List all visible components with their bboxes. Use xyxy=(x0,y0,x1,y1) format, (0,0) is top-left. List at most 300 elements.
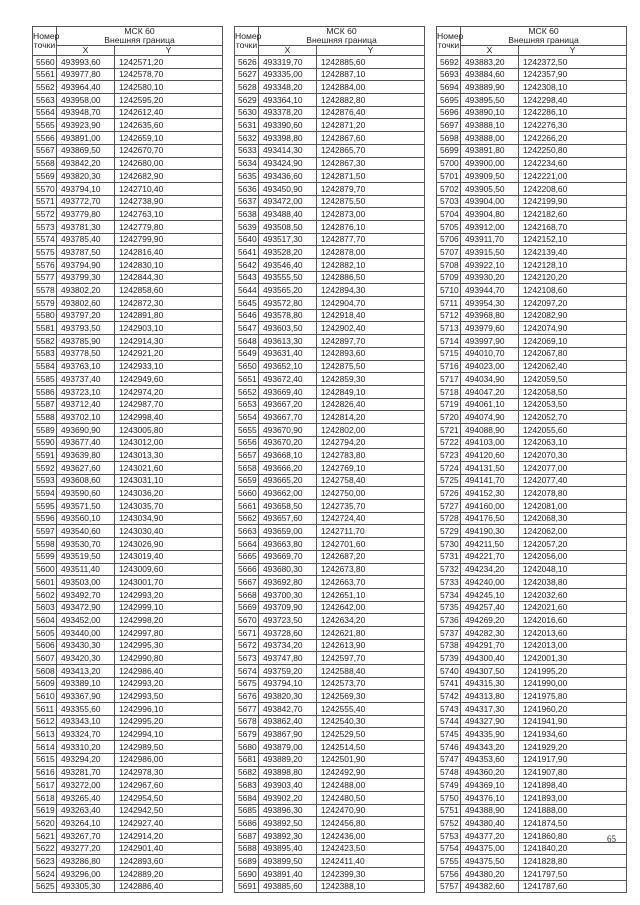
table-row xyxy=(235,144,425,157)
column-header-x: X xyxy=(461,46,519,56)
y-coordinate-cell: 1242663,70 xyxy=(317,576,425,589)
point-number-cell: 5568 xyxy=(33,157,57,170)
y-coordinate-cell: 1243026,90 xyxy=(115,538,223,551)
table-row xyxy=(33,525,223,538)
point-number-cell: 5753 xyxy=(437,829,461,842)
x-coordinate-cell: 493842,20 xyxy=(57,157,115,170)
column-header-system xyxy=(259,27,425,46)
x-coordinate-cell: 494103,00 xyxy=(461,436,519,449)
table-row xyxy=(437,588,627,601)
y-coordinate-cell: 1242052,70 xyxy=(519,411,627,424)
x-coordinate-cell: 494190,30 xyxy=(461,525,519,538)
x-coordinate-cell: 493265,40 xyxy=(57,791,115,804)
point-number-cell: 5591 xyxy=(33,449,57,462)
x-coordinate-cell: 493668,10 xyxy=(259,449,317,462)
table-row xyxy=(235,626,425,639)
header-boundary-label: Внешняя граница xyxy=(508,35,579,46)
y-coordinate-cell: 1242680,00 xyxy=(115,157,223,170)
point-number-cell: 5615 xyxy=(33,753,57,766)
table-row xyxy=(33,170,223,183)
point-number-cell: 5678 xyxy=(235,715,259,728)
y-coordinate-cell: 1242612,40 xyxy=(115,106,223,119)
x-coordinate-cell: 493787,50 xyxy=(57,246,115,259)
table-row xyxy=(235,119,425,132)
y-coordinate-cell: 1243019,40 xyxy=(115,550,223,563)
x-coordinate-cell: 493737,40 xyxy=(57,373,115,386)
point-number-cell: 5664 xyxy=(235,538,259,551)
header-boundary-label: Внешняя граница xyxy=(306,35,377,46)
x-coordinate-cell: 493672,40 xyxy=(259,373,317,386)
table-row xyxy=(33,385,223,398)
y-coordinate-cell: 1242013,00 xyxy=(519,639,627,652)
x-coordinate-cell: 493424,90 xyxy=(259,157,317,170)
x-coordinate-cell: 493904,80 xyxy=(461,208,519,221)
point-number-cell: 5717 xyxy=(437,373,461,386)
table-row xyxy=(437,842,627,855)
y-coordinate-cell: 1243036,20 xyxy=(115,487,223,500)
y-coordinate-cell: 1242998,40 xyxy=(115,411,223,424)
x-coordinate-cell: 493663,80 xyxy=(259,538,317,551)
point-number-cell: 5634 xyxy=(235,157,259,170)
x-coordinate-cell: 493793,50 xyxy=(57,322,115,335)
point-number-cell: 5645 xyxy=(235,297,259,310)
point-number-cell: 5633 xyxy=(235,144,259,157)
y-coordinate-cell: 1242480,50 xyxy=(317,791,425,804)
x-coordinate-cell: 493657,60 xyxy=(259,512,317,525)
point-number-cell: 5679 xyxy=(235,728,259,741)
table-row xyxy=(437,804,627,817)
point-number-cell: 5581 xyxy=(33,322,57,335)
table-row xyxy=(437,512,627,525)
table-row xyxy=(33,81,223,94)
y-coordinate-cell: 1242456,80 xyxy=(317,817,425,830)
table-row xyxy=(437,233,627,246)
table-row xyxy=(235,309,425,322)
y-coordinate-cell: 1242234,60 xyxy=(519,157,627,170)
table-row xyxy=(437,297,627,310)
x-coordinate-cell: 493912,00 xyxy=(461,220,519,233)
y-coordinate-cell: 1242814,20 xyxy=(317,411,425,424)
point-number-cell: 5743 xyxy=(437,703,461,716)
table-row xyxy=(33,563,223,576)
point-number-cell: 5616 xyxy=(33,766,57,779)
table-row xyxy=(33,182,223,195)
point-number-cell: 5715 xyxy=(437,347,461,360)
table-row xyxy=(235,259,425,272)
point-number-cell: 5613 xyxy=(33,728,57,741)
point-number-cell: 5677 xyxy=(235,703,259,716)
y-coordinate-cell: 1242993,50 xyxy=(115,690,223,703)
y-coordinate-cell: 1242097,20 xyxy=(519,297,627,310)
table-row xyxy=(235,474,425,487)
point-number-cell: 5579 xyxy=(33,297,57,310)
point-number-cell: 5752 xyxy=(437,817,461,830)
x-coordinate-cell: 494074,90 xyxy=(461,411,519,424)
point-number-cell: 5757 xyxy=(437,880,461,893)
table-row xyxy=(33,538,223,551)
y-coordinate-cell: 1242872,30 xyxy=(115,297,223,310)
table-row xyxy=(235,500,425,513)
table-row xyxy=(235,791,425,804)
point-number-cell: 5636 xyxy=(235,182,259,195)
x-coordinate-cell: 493903,40 xyxy=(259,779,317,792)
table-row xyxy=(33,487,223,500)
header-number-label: Номер точки xyxy=(33,30,60,51)
point-number-cell: 5737 xyxy=(437,626,461,639)
y-coordinate-cell: 1242994,10 xyxy=(115,728,223,741)
point-number-cell: 5661 xyxy=(235,500,259,513)
x-coordinate-cell: 493904,00 xyxy=(461,195,519,208)
y-coordinate-cell: 1241874,50 xyxy=(519,817,627,830)
x-coordinate-cell: 493631,40 xyxy=(259,347,317,360)
y-coordinate-cell: 1242032,60 xyxy=(519,588,627,601)
y-coordinate-cell: 1242904,70 xyxy=(317,297,425,310)
x-coordinate-cell: 493296,00 xyxy=(57,868,115,881)
y-coordinate-cell: 1241960,20 xyxy=(519,703,627,716)
x-coordinate-cell: 493820,30 xyxy=(57,170,115,183)
table-row xyxy=(235,208,425,221)
table-row xyxy=(235,652,425,665)
table-row xyxy=(235,525,425,538)
x-coordinate-cell: 494061,10 xyxy=(461,398,519,411)
table-row xyxy=(235,157,425,170)
point-number-cell: 5659 xyxy=(235,474,259,487)
y-coordinate-cell: 1242987,70 xyxy=(115,398,223,411)
y-coordinate-cell: 1241888,00 xyxy=(519,804,627,817)
table-row xyxy=(33,728,223,741)
y-coordinate-cell: 1242876,40 xyxy=(317,106,425,119)
table-row xyxy=(437,220,627,233)
table-row xyxy=(437,639,627,652)
y-coordinate-cell: 1242016,60 xyxy=(519,614,627,627)
table-row xyxy=(33,220,223,233)
x-coordinate-cell: 493781,30 xyxy=(57,220,115,233)
point-number-cell: 5751 xyxy=(437,804,461,817)
y-coordinate-cell: 1242873,00 xyxy=(317,208,425,221)
table-row xyxy=(437,576,627,589)
y-coordinate-cell: 1242069,10 xyxy=(519,335,627,348)
y-coordinate-cell: 1242816,40 xyxy=(115,246,223,259)
x-coordinate-cell: 493667,20 xyxy=(259,398,317,411)
y-coordinate-cell: 1242889,20 xyxy=(115,868,223,881)
x-coordinate-cell: 493669,40 xyxy=(259,385,317,398)
point-number-cell: 5652 xyxy=(235,385,259,398)
table-row xyxy=(437,271,627,284)
y-coordinate-cell: 1242388,10 xyxy=(317,880,425,893)
x-coordinate-cell: 493794,10 xyxy=(57,182,115,195)
y-coordinate-cell: 1242799,90 xyxy=(115,233,223,246)
x-coordinate-cell: 493779,80 xyxy=(57,208,115,221)
x-coordinate-cell: 493420,30 xyxy=(57,652,115,665)
x-coordinate-cell: 493884,60 xyxy=(461,68,519,81)
point-number-cell: 5699 xyxy=(437,144,461,157)
x-coordinate-cell: 493658,50 xyxy=(259,500,317,513)
y-coordinate-cell: 1242942,50 xyxy=(115,804,223,817)
point-number-cell: 5588 xyxy=(33,411,57,424)
table-row xyxy=(235,753,425,766)
x-coordinate-cell: 494380,40 xyxy=(461,817,519,830)
x-coordinate-cell: 493367,90 xyxy=(57,690,115,703)
point-number-cell: 5736 xyxy=(437,614,461,627)
y-coordinate-cell: 1242986,40 xyxy=(115,665,223,678)
y-coordinate-cell: 1242062,40 xyxy=(519,360,627,373)
table-row xyxy=(437,652,627,665)
x-coordinate-cell: 493902,20 xyxy=(259,791,317,804)
point-number-cell: 5673 xyxy=(235,652,259,665)
x-coordinate-cell: 493869,50 xyxy=(57,144,115,157)
point-number-cell: 5562 xyxy=(33,81,57,94)
point-number-cell: 5644 xyxy=(235,284,259,297)
table-row xyxy=(437,677,627,690)
table-row xyxy=(235,462,425,475)
y-coordinate-cell: 1242070,30 xyxy=(519,449,627,462)
point-number-cell: 5658 xyxy=(235,462,259,475)
x-coordinate-cell: 493613,30 xyxy=(259,335,317,348)
table-row xyxy=(235,690,425,703)
y-coordinate-cell: 1242887,10 xyxy=(317,68,425,81)
x-coordinate-cell: 493319,70 xyxy=(259,56,317,69)
coordinate-table-1 xyxy=(32,26,223,893)
x-coordinate-cell: 493390,60 xyxy=(259,119,317,132)
x-coordinate-cell: 494335,90 xyxy=(461,728,519,741)
point-number-cell: 5701 xyxy=(437,170,461,183)
point-number-cell: 5721 xyxy=(437,423,461,436)
y-coordinate-cell: 1242298,40 xyxy=(519,94,627,107)
point-number-cell: 5688 xyxy=(235,842,259,855)
y-coordinate-cell: 1241941,90 xyxy=(519,715,627,728)
y-coordinate-cell: 1241907,80 xyxy=(519,766,627,779)
y-coordinate-cell: 1242168,70 xyxy=(519,220,627,233)
point-number-cell: 5563 xyxy=(33,94,57,107)
y-coordinate-cell: 1242893,60 xyxy=(317,347,425,360)
y-coordinate-cell: 1242078,80 xyxy=(519,487,627,500)
table-row xyxy=(437,81,627,94)
point-number-cell: 5730 xyxy=(437,538,461,551)
point-number-cell: 5702 xyxy=(437,182,461,195)
table-row xyxy=(437,94,627,107)
y-coordinate-cell: 1242996,10 xyxy=(115,703,223,716)
header-number-label: Номер точки xyxy=(437,30,464,51)
x-coordinate-cell: 493503,00 xyxy=(57,576,115,589)
point-number-cell: 5648 xyxy=(235,335,259,348)
table-row xyxy=(33,119,223,132)
y-coordinate-cell: 1242859,30 xyxy=(317,373,425,386)
y-coordinate-cell: 1242501,90 xyxy=(317,753,425,766)
table-row xyxy=(437,347,627,360)
y-coordinate-cell: 1242918,40 xyxy=(317,309,425,322)
point-number-cell: 5592 xyxy=(33,462,57,475)
y-coordinate-cell: 1242998,20 xyxy=(115,614,223,627)
point-number-cell: 5596 xyxy=(33,512,57,525)
y-coordinate-cell: 1243021,60 xyxy=(115,462,223,475)
table-row xyxy=(437,741,627,754)
x-coordinate-cell: 494327,90 xyxy=(461,715,519,728)
x-coordinate-cell: 493778,50 xyxy=(57,347,115,360)
table-row xyxy=(235,335,425,348)
y-coordinate-cell: 1243005,80 xyxy=(115,423,223,436)
x-coordinate-cell: 493723,50 xyxy=(259,614,317,627)
table-row xyxy=(437,868,627,881)
table-row xyxy=(437,106,627,119)
y-coordinate-cell: 1242221,00 xyxy=(519,170,627,183)
y-coordinate-cell: 1241828,80 xyxy=(519,855,627,868)
y-coordinate-cell: 1242794,20 xyxy=(317,436,425,449)
point-number-cell: 5726 xyxy=(437,487,461,500)
point-number-cell: 5635 xyxy=(235,170,259,183)
x-coordinate-cell: 493958,00 xyxy=(57,94,115,107)
table-row xyxy=(235,601,425,614)
x-coordinate-cell: 493364,10 xyxy=(259,94,317,107)
table-row xyxy=(33,373,223,386)
y-coordinate-cell: 1242077,40 xyxy=(519,474,627,487)
table-row xyxy=(437,753,627,766)
x-coordinate-cell: 493900,00 xyxy=(461,157,519,170)
point-number-cell: 5685 xyxy=(235,804,259,817)
table-row xyxy=(33,233,223,246)
table-row xyxy=(235,550,425,563)
x-coordinate-cell: 493517,30 xyxy=(259,233,317,246)
y-coordinate-cell: 1242886,40 xyxy=(115,880,223,893)
table-row xyxy=(235,829,425,842)
x-coordinate-cell: 493915,50 xyxy=(461,246,519,259)
point-number-cell: 5716 xyxy=(437,360,461,373)
point-number-cell: 5594 xyxy=(33,487,57,500)
y-coordinate-cell: 1243012,00 xyxy=(115,436,223,449)
point-number-cell: 5565 xyxy=(33,119,57,132)
point-number-cell: 5706 xyxy=(437,233,461,246)
y-coordinate-cell: 1242921,20 xyxy=(115,347,223,360)
point-number-cell: 5622 xyxy=(33,842,57,855)
y-coordinate-cell: 1242673,80 xyxy=(317,563,425,576)
y-coordinate-cell: 1242068,30 xyxy=(519,512,627,525)
table-row xyxy=(437,563,627,576)
y-coordinate-cell: 1242651,10 xyxy=(317,588,425,601)
table-row xyxy=(235,855,425,868)
y-coordinate-cell: 1242013,60 xyxy=(519,626,627,639)
x-coordinate-cell: 494221,70 xyxy=(461,550,519,563)
table-row xyxy=(235,703,425,716)
y-coordinate-cell: 1242077,00 xyxy=(519,462,627,475)
x-coordinate-cell: 493802,60 xyxy=(57,297,115,310)
x-coordinate-cell: 493571,50 xyxy=(57,500,115,513)
y-coordinate-cell: 1242877,70 xyxy=(317,233,425,246)
x-coordinate-cell: 493797,20 xyxy=(57,309,115,322)
table-row xyxy=(33,677,223,690)
y-coordinate-cell: 1242927,40 xyxy=(115,817,223,830)
point-number-cell: 5703 xyxy=(437,195,461,208)
point-number-cell: 5601 xyxy=(33,576,57,589)
y-coordinate-cell: 1242865,70 xyxy=(317,144,425,157)
table-row xyxy=(235,804,425,817)
y-coordinate-cell: 1242399,30 xyxy=(317,868,425,881)
x-coordinate-cell: 493909,50 xyxy=(461,170,519,183)
table-row xyxy=(437,829,627,842)
column-header-x: X xyxy=(259,46,317,56)
x-coordinate-cell: 493712,40 xyxy=(57,398,115,411)
point-number-cell: 5653 xyxy=(235,398,259,411)
table-row xyxy=(437,246,627,259)
table-row xyxy=(437,360,627,373)
x-coordinate-cell: 493540,60 xyxy=(57,525,115,538)
y-coordinate-cell: 1242682,90 xyxy=(115,170,223,183)
y-coordinate-cell: 1243035,70 xyxy=(115,500,223,513)
table-row xyxy=(33,462,223,475)
point-number-cell: 5586 xyxy=(33,385,57,398)
y-coordinate-cell: 1242372,50 xyxy=(519,56,627,69)
table-row xyxy=(235,449,425,462)
y-coordinate-cell: 1241898,40 xyxy=(519,779,627,792)
point-number-cell: 5742 xyxy=(437,690,461,703)
x-coordinate-cell: 494317,30 xyxy=(461,703,519,716)
x-coordinate-cell: 493389,10 xyxy=(57,677,115,690)
coordinate-table-3 xyxy=(436,26,627,893)
point-number-cell: 5571 xyxy=(33,195,57,208)
x-coordinate-cell: 493896,30 xyxy=(259,804,317,817)
table-row xyxy=(437,436,627,449)
point-number-cell: 5606 xyxy=(33,639,57,652)
point-number-cell: 5570 xyxy=(33,182,57,195)
header-boundary-label: Внешняя граница xyxy=(104,35,175,46)
point-number-cell: 5710 xyxy=(437,284,461,297)
table-row xyxy=(235,512,425,525)
table-row xyxy=(437,195,627,208)
y-coordinate-cell: 1242308,10 xyxy=(519,81,627,94)
point-number-cell: 5754 xyxy=(437,842,461,855)
x-coordinate-cell: 493895,50 xyxy=(461,94,519,107)
header-system-label: МСК 60 xyxy=(326,26,357,36)
x-coordinate-cell: 493911,70 xyxy=(461,233,519,246)
table-row xyxy=(33,639,223,652)
x-coordinate-cell: 493472,00 xyxy=(259,195,317,208)
point-number-cell: 5745 xyxy=(437,728,461,741)
table-row xyxy=(33,259,223,272)
table-row xyxy=(437,132,627,145)
point-number-cell: 5599 xyxy=(33,550,57,563)
y-coordinate-cell: 1242711,70 xyxy=(317,525,425,538)
table-row xyxy=(437,373,627,386)
point-number-cell: 5698 xyxy=(437,132,461,145)
x-coordinate-cell: 493709,90 xyxy=(259,601,317,614)
x-coordinate-cell: 493281,70 xyxy=(57,766,115,779)
table-row xyxy=(235,233,425,246)
x-coordinate-cell: 493264,10 xyxy=(57,817,115,830)
table-row xyxy=(235,56,425,69)
point-number-cell: 5638 xyxy=(235,208,259,221)
point-number-cell: 5714 xyxy=(437,335,461,348)
point-number-cell: 5681 xyxy=(235,753,259,766)
point-number-cell: 5727 xyxy=(437,500,461,513)
point-number-cell: 5657 xyxy=(235,449,259,462)
y-coordinate-cell: 1242578,70 xyxy=(115,68,223,81)
y-coordinate-cell: 1241995,20 xyxy=(519,665,627,678)
point-number-cell: 5700 xyxy=(437,157,461,170)
table-row xyxy=(235,322,425,335)
point-number-cell: 5691 xyxy=(235,880,259,893)
y-coordinate-cell: 1242266,20 xyxy=(519,132,627,145)
y-coordinate-cell: 1241934,60 xyxy=(519,728,627,741)
y-coordinate-cell: 1243001,70 xyxy=(115,576,223,589)
y-coordinate-cell: 1241797,50 xyxy=(519,868,627,881)
point-number-cell: 5647 xyxy=(235,322,259,335)
x-coordinate-cell: 494353,60 xyxy=(461,753,519,766)
table-row xyxy=(235,728,425,741)
point-number-cell: 5687 xyxy=(235,829,259,842)
point-number-cell: 5756 xyxy=(437,868,461,881)
table-row xyxy=(33,94,223,107)
point-number-cell: 5686 xyxy=(235,817,259,830)
x-coordinate-cell: 494269,20 xyxy=(461,614,519,627)
point-number-cell: 5722 xyxy=(437,436,461,449)
